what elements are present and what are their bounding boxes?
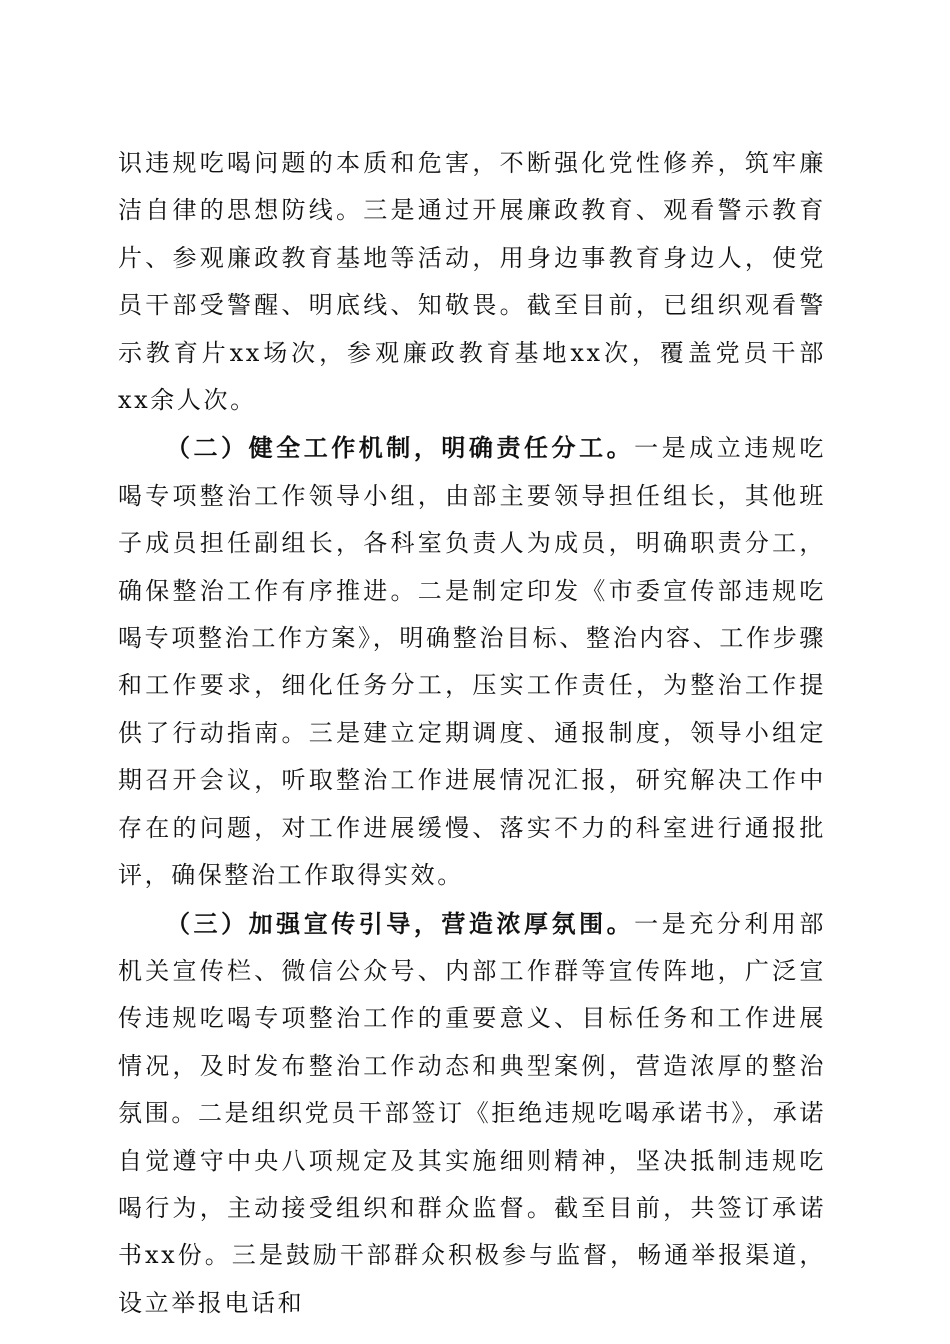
paragraph-publicity [118,900,826,1328]
section-heading-3: （三）加强宣传引导，营造浓厚氛围。 [166,908,635,938]
paragraph-body: 一是充分利用部机关宣传栏、微信公众号、内部工作群等宣传阵地，广泛宣传违规吃喝专项整治工作的重要意义、目标任务和工作进展情况，及时发布整治工作动态和典型案例，营造浓厚的整治氛围。二是组织党员干部签订《拒绝违规吃喝承诺书》，承诺自觉遵守中央八项规定及其实施细则精神，坚决抵制违规吃喝行为，主动接受组织和群众监督。截至目前，共签订承诺书xx份。三是鼓励干部群众积极参与监督，畅通举报渠道，设立举报电话和 [118,909,827,1317]
paragraph-work-mechanism [118,424,826,899]
paragraph-body: 识违规吃喝问题的本质和危害，不断强化党性修养，筑牢廉洁自律的思想防线。三是通过开展廉政教育、观看警示教育片、参观廉政教育基地等活动，用身边事教育身边人，使党员干部受警醒、明底线、知敬畏。截至目前，已组织观看警示教育片xx场次，参观廉政教育基地xx次，覆盖党员干部xx余人次。 [118,149,826,415]
paragraph-continuation [118,140,826,424]
paragraph-body: 一是成立违规吃喝专项整治工作领导小组，由部主要领导担任组长，其他班子成员担任副组长，各科室负责人为成员，明确职责分工，确保整治工作有序推进。二是制定印发《市委宣传部违规吃喝专项整治工作方案》，明确整治目标、整治内容、工作步骤和工作要求，细化任务分工，压实工作责任，为整治工作提供了行动指南。三是建立定期调度、通报制度，领导小组定期召开会议，听取整治工作进展情况汇报，研究解决工作中存在的问题，对工作进展缓慢、落实不力的科室进行通报批评，确保整治工作取得实效。 [118,434,827,890]
section-heading-2: （二）健全工作机制，明确责任分工。 [166,433,635,463]
document-body [118,140,826,1327]
